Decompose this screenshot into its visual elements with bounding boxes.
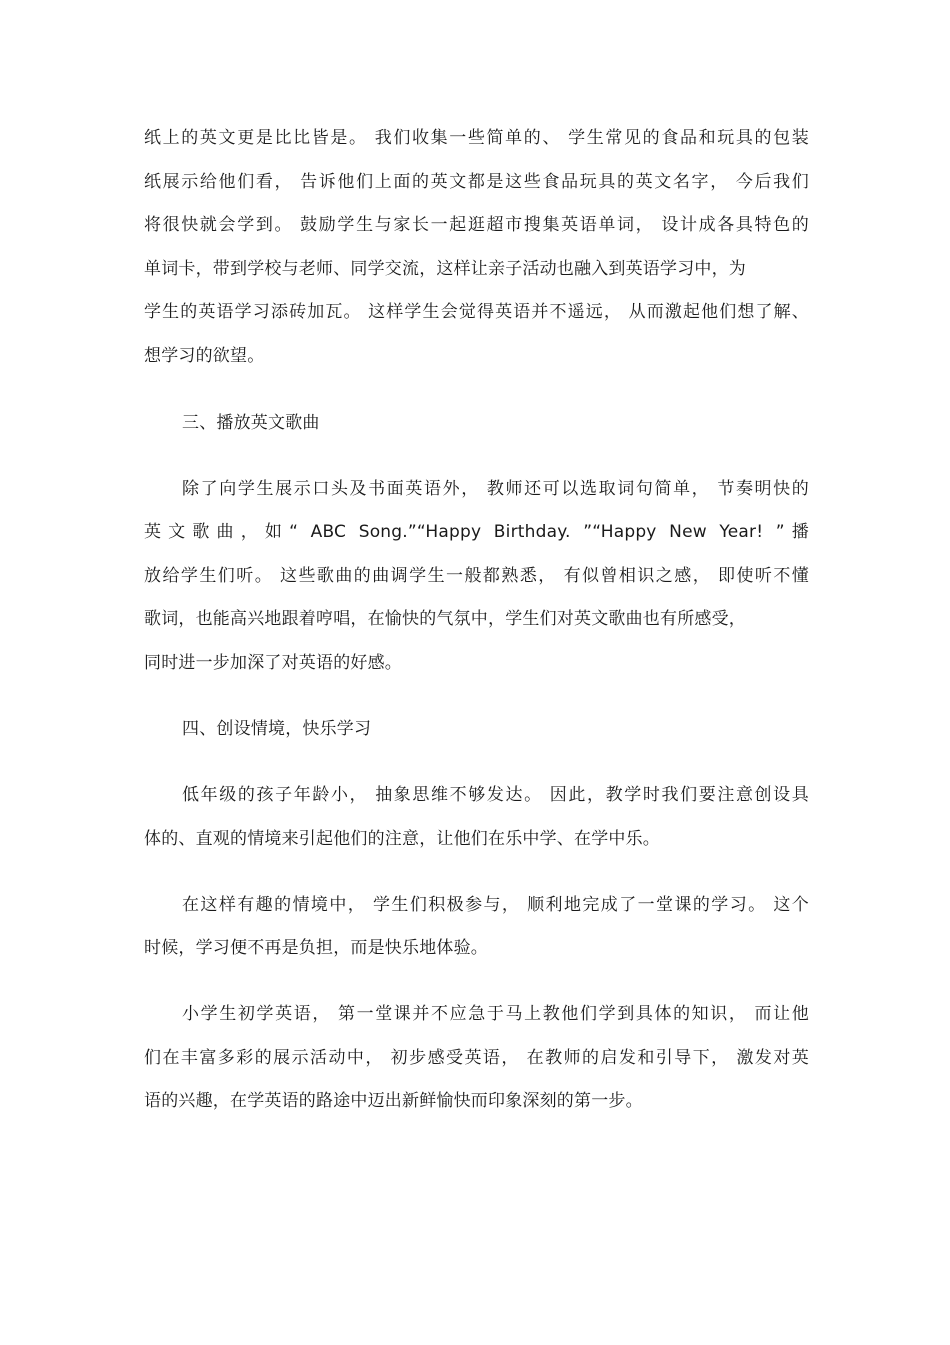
paragraph-2-line-2: 英文歌曲，如“ ABC Song.”“Happy Birthday. ”“Happy New Year! ”播 — [144, 522, 809, 542]
paragraph-1-line-4: 单词卡，带到学校与老师、同学交流，这样让亲子活动也融入到英语学习中，为 — [144, 259, 746, 279]
section-heading-3: 三、播放英文歌曲 — [182, 413, 320, 433]
paragraph-2-line-5: 同时进一步加深了对英语的好感。 — [144, 653, 402, 673]
paragraph-1-line-1: 纸上的英文更是比比皆是。 我们收集一些简单的、 学生常见的食品和玩具的包装 — [144, 128, 809, 148]
paragraph-2-line-4: 歌词，也能高兴地跟着哼唱，在愉快的气氛中，学生们对英文歌曲也有所感受， — [144, 609, 746, 629]
paragraph-1-line-2: 纸展示给他们看， 告诉他们上面的英文都是这些食品玩具的英文名字， 今后我们 — [144, 172, 809, 192]
paragraph-3-line-1: 低年级的孩子年龄小， 抽象思维不够发达。 因此，教学时我们要注意创设具 — [182, 785, 809, 805]
paragraph-5-line-2: 们在丰富多彩的展示活动中， 初步感受英语， 在教师的启发和引导下， 激发对英 — [144, 1048, 809, 1068]
paragraph-4-line-1: 在这样有趣的情境中， 学生们积极参与， 顺利地完成了一堂课的学习。 这个 — [182, 895, 809, 915]
section-heading-4: 四、创设情境，快乐学习 — [182, 719, 372, 739]
paragraph-1-line-3: 将很快就会学到。 鼓励学生与家长一起逛超市搜集英语单词， 设计成各具特色的 — [144, 215, 809, 235]
paragraph-3-line-2: 体的、直观的情境来引起他们的注意，让他们在乐中学、在学中乐。 — [144, 829, 660, 849]
paragraph-5-line-3: 语的兴趣，在学英语的路途中迈出新鲜愉快而印象深刻的第一步。 — [144, 1091, 643, 1111]
paragraph-2-line-3: 放给学生们听。 这些歌曲的曲调学生一般都熟悉， 有似曾相识之感， 即使听不懂 — [144, 566, 809, 586]
paragraph-5-line-1: 小学生初学英语， 第一堂课并不应急于马上教他们学到具体的知识， 而让他 — [182, 1004, 809, 1024]
paragraph-4-line-2: 时候，学习便不再是负担，而是快乐地体验。 — [144, 938, 488, 958]
paragraph-1-line-5: 学生的英语学习添砖加瓦。 这样学生会觉得英语并不遥远， 从而激起他们想了解、 — [144, 302, 809, 322]
paragraph-2-line-1: 除了向学生展示口头及书面英语外， 教师还可以选取词句简单， 节奏明快的 — [182, 479, 809, 499]
paragraph-1-line-6: 想学习的欲望。 — [144, 346, 265, 366]
